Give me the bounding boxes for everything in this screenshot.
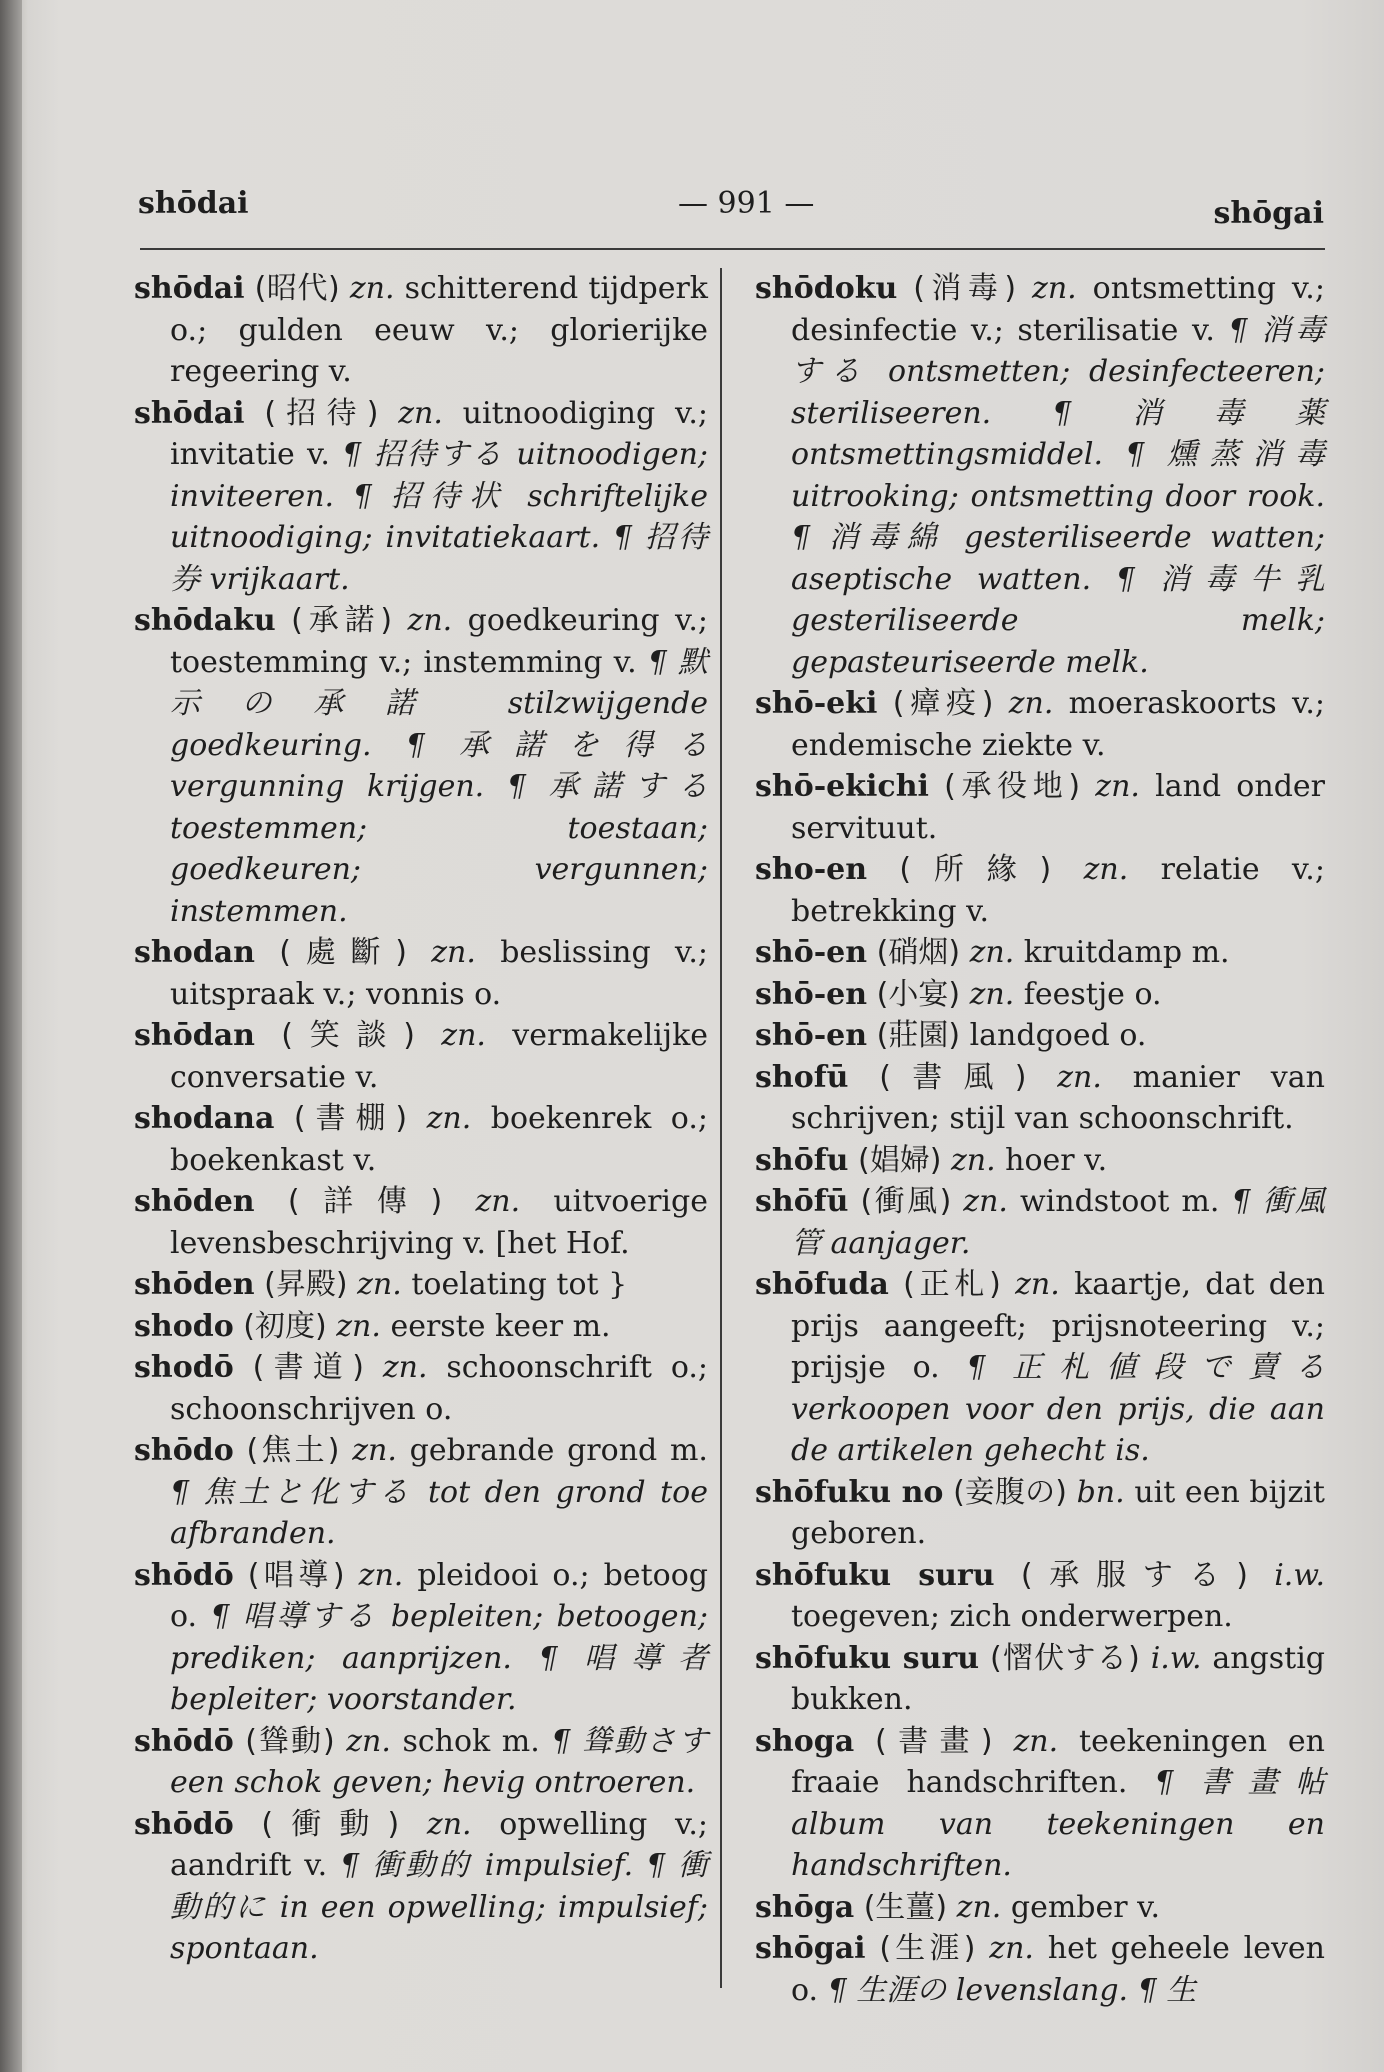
dictionary-entry [755, 1015, 1325, 1057]
entry-headword: shōfu [755, 1142, 849, 1178]
entry-part-of-speech: zn. [426, 1101, 472, 1136]
entry-part-of-speech: zn. [358, 1557, 404, 1593]
entry-headword: shōfuku no [755, 1474, 944, 1510]
entry-headword: shōdō [134, 1723, 234, 1759]
entry-translation: manier van schrijven; stijl van schoonschrift. [791, 1059, 1325, 1136]
entry-headword: shofū [755, 1059, 849, 1095]
entry-part-of-speech: zn. [475, 1184, 521, 1219]
entry-part-of-speech: zn. [431, 935, 476, 970]
entry-translation: gember v. [1010, 1889, 1161, 1925]
entry-headword: shōfū [755, 1184, 849, 1219]
entry-translation: vermakelijke conversatie v. [170, 1018, 708, 1095]
entry-kanji: (娼婦) [857, 1142, 942, 1178]
entry-subentries: ¶ 衝風管 aanjager. [791, 1184, 1325, 1261]
entry-kanji: (小宴) [876, 976, 961, 1012]
entry-part-of-speech: i.w. [1274, 1557, 1325, 1593]
entry-translation: toelating tot } [411, 1267, 628, 1302]
entry-headword: shō-en [755, 935, 868, 970]
entry-part-of-speech: zn. [346, 1723, 391, 1759]
dictionary-entry [134, 1098, 708, 1181]
entry-kanji: (妾腹の) [953, 1474, 1067, 1510]
entry-kanji: (慴伏する) [989, 1640, 1140, 1676]
entry-translation: land onder servituut. [791, 769, 1325, 846]
dictionary-entry [134, 1347, 708, 1430]
entry-subentries: ¶ 默示の承諾 stilzwijgende goedkeuring. ¶ 承諾を得る vergunning krijgen. ¶ 承諾する toestemmen; toestaan; goedkeuren; vergunnen; instemmen. [170, 644, 709, 929]
entry-subentries: ¶ 唱導する bepleiten; betoogen; prediken; aanprijzen. ¶ 唱導者 bepleiter; voorstander. [170, 1599, 708, 1717]
entry-kanji: (所緣) [899, 852, 1052, 887]
entry-headword: shō-en [755, 1018, 868, 1053]
dictionary-entry [755, 683, 1325, 766]
entry-translation: schitterend tijdperk o.; gulden eeuw v.; glorierijke regeering v. [170, 271, 708, 389]
entry-kanji: (瘴疫) [892, 686, 994, 721]
entry-part-of-speech: zn. [352, 1433, 397, 1468]
entry-part-of-speech: bn. [1076, 1474, 1125, 1510]
entry-kanji: (承服する) [1020, 1557, 1248, 1593]
dictionary-entry [755, 849, 1325, 932]
left-column [134, 268, 708, 1970]
entry-kanji: (生薑) [863, 1889, 948, 1925]
dictionary-entry [134, 268, 708, 393]
entry-translation: beslissing v.; uitspraak v.; vonnis o. [170, 935, 708, 1012]
dictionary-entry [755, 1264, 1325, 1472]
entry-subentries: ¶ 生涯の levenslang. ¶ 生 [827, 1972, 1197, 2008]
dictionary-entry [134, 1306, 708, 1348]
dictionary-entry [755, 932, 1325, 974]
entry-translation: moeraskoorts v.; endemische ziekte v. [791, 686, 1325, 763]
entry-translation: landgoed o. [969, 1018, 1147, 1053]
entry-headword: shōdai [134, 395, 245, 431]
entry-headword: shōgai [755, 1931, 866, 1966]
entry-translation: windstoot m. [1019, 1184, 1220, 1219]
entry-headword: shōdō [134, 1557, 234, 1593]
entry-part-of-speech: i.w. [1150, 1640, 1202, 1676]
entry-translation: angstig bukken. [791, 1640, 1325, 1717]
entry-subentries: ¶ 書畫帖 album van teekeningen en handschriften. [791, 1765, 1325, 1883]
entry-translation: schok m. [402, 1723, 540, 1759]
entry-translation: relatie v.; betrekking v. [791, 852, 1325, 929]
entry-kanji: (正札) [903, 1267, 1001, 1302]
entry-kanji: (承諾) [291, 603, 393, 638]
entry-kanji: (初度) [243, 1308, 327, 1344]
entry-headword: shodana [134, 1101, 275, 1136]
entry-part-of-speech: zn. [426, 1806, 472, 1842]
entry-headword: shōden [134, 1267, 255, 1302]
entry-part-of-speech: zn. [1095, 769, 1140, 804]
dictionary-entry [134, 1015, 708, 1098]
entry-kanji: (招待) [264, 395, 379, 431]
dictionary-entry [134, 1430, 708, 1555]
entry-part-of-speech: zn. [441, 1018, 486, 1053]
dictionary-entry [755, 1140, 1325, 1182]
entry-kanji: (書風) [879, 1059, 1027, 1095]
entry-part-of-speech: zn. [398, 395, 443, 431]
header-rule [140, 248, 1325, 250]
entry-subentries: ¶ 正札値段で賣る verkoopen voor den prijs, die aan de artikelen gehecht is. [791, 1350, 1325, 1468]
entry-headword: shōga [755, 1889, 855, 1925]
dictionary-entry [755, 1887, 1325, 1929]
entry-part-of-speech: zn. [969, 935, 1015, 970]
entry-translation: hoer v. [1005, 1142, 1108, 1178]
entry-translation: gebrande grond m. [409, 1433, 708, 1468]
entry-translation: boekenrek o.; boekenkast v. [170, 1101, 708, 1178]
entry-part-of-speech: zn. [357, 1267, 402, 1302]
column-divider [720, 268, 722, 1988]
entry-kanji: (生涯) [879, 1931, 976, 1966]
entry-part-of-speech: zn. [1057, 1059, 1102, 1095]
dictionary-entry [755, 268, 1325, 683]
entry-translation: teekeningen en fraaie handschriften. [791, 1723, 1325, 1800]
entry-part-of-speech: zn. [336, 1308, 381, 1344]
entry-translation: schoonschrift o.; schoonschrijven o. [170, 1350, 709, 1427]
dictionary-entry [134, 1181, 708, 1264]
entry-part-of-speech: zn. [1008, 686, 1054, 721]
entry-translation: goedkeuring v.; toestemming v.; instemming v. [170, 603, 708, 680]
entry-subentries: ¶ 衝動的 impulsief. ¶ 衝動的に in een opwelling; impulsief; spontaan. [170, 1848, 709, 1966]
entry-headword: shōden [134, 1184, 255, 1219]
entry-headword: shōdō [134, 1806, 234, 1842]
entry-translation: opwelling v.; aandrift v. [170, 1806, 708, 1883]
dictionary-entry [755, 974, 1325, 1016]
entry-subentries: ¶ 聳動さす een schok geven; hevig ontroeren. [170, 1723, 708, 1800]
entry-part-of-speech: zn. [950, 1142, 996, 1178]
entry-part-of-speech: zn. [407, 603, 453, 638]
entry-kanji: (衝風) [860, 1184, 952, 1219]
entry-kanji: (焦土) [246, 1433, 340, 1468]
dictionary-entry [134, 1721, 708, 1804]
entry-subentries: ¶ 消毒する ontsmetten; desinfecteeren; steriliseeren. ¶ 消毒薬 ontsmettingsmiddel. ¶ 燻蒸消毒 uitrooking; ontsmetting door rook. ¶ 消毒綿 gesteriliseerde watten; aseptische watten. ¶ 消毒牛乳 gesteriliseerde melk; gepasteuriseerde melk. [791, 312, 1325, 680]
entry-part-of-speech: zn. [989, 1931, 1034, 1966]
entry-headword: shōdo [134, 1433, 234, 1468]
dictionary-entry [134, 932, 708, 1015]
dictionary-entry [755, 1472, 1325, 1555]
entry-headword: shōdai [134, 271, 245, 306]
dictionary-entry [755, 1057, 1325, 1140]
entry-kanji: (昇殿) [264, 1267, 348, 1302]
entry-kanji: (衝動) [261, 1806, 400, 1842]
entry-headword: shodo [134, 1308, 234, 1344]
entry-headword: shodō [134, 1350, 234, 1385]
dictionary-entry [134, 393, 708, 601]
entry-translation: toegeven; zich onderwerpen. [791, 1599, 1233, 1634]
dictionary-entry [755, 1638, 1325, 1721]
entry-kanji: (莊園) [876, 1018, 961, 1053]
entry-translation: pleidooi o.; betoog o. [170, 1557, 708, 1634]
book-binding-shadow [0, 0, 22, 2072]
entry-translation: kaartje, dat den prijs aangeeft; prijsnoteering v.; prijsje o. [791, 1267, 1325, 1385]
entry-kanji: (處斷) [279, 935, 407, 970]
entry-kanji: (唱導) [247, 1557, 345, 1593]
entry-translation: uitvoerige levensbeschrijving v. [het Hof. [170, 1184, 708, 1261]
dictionary-entry [755, 1721, 1325, 1887]
entry-kanji: (消毒) [913, 271, 1017, 306]
entry-headword: shōdoku [755, 271, 898, 306]
entry-part-of-speech: zn. [1013, 1723, 1059, 1759]
dictionary-entry [755, 1181, 1325, 1264]
entry-kanji: (笑談) [281, 1018, 415, 1053]
entry-headword: sho-en [755, 852, 868, 887]
entry-part-of-speech: zn. [963, 1184, 1008, 1219]
dictionary-entry [134, 1264, 708, 1306]
entry-part-of-speech: zn. [349, 271, 395, 306]
running-head [138, 182, 1324, 242]
entry-kanji: (書棚) [293, 1101, 408, 1136]
entry-headword: shōfuku suru [755, 1557, 995, 1593]
entry-kanji: (詳傳) [287, 1184, 443, 1219]
entry-part-of-speech: zn. [1083, 852, 1129, 887]
entry-part-of-speech: zn. [1015, 1267, 1060, 1302]
page-number: — 991 — [678, 186, 815, 221]
entry-part-of-speech: zn. [1032, 271, 1077, 306]
entry-headword: shō-en [755, 976, 868, 1012]
entry-headword: shoga [755, 1723, 855, 1759]
entry-part-of-speech: zn. [969, 976, 1015, 1012]
dictionary-entry [134, 1555, 708, 1721]
right-column [755, 268, 1325, 2011]
entry-headword: shōfuku suru [755, 1640, 980, 1676]
entry-kanji: (書道) [252, 1350, 364, 1385]
entry-subentries: ¶ 焦土と化する tot den grond toe afbranden. [170, 1474, 708, 1551]
dictionary-entry [755, 1928, 1325, 2011]
dictionary-entry [134, 600, 708, 932]
entry-subentries: ¶ 招待する uitnoodigen; inviteeren. ¶ 招待状 schriftelijke uitnoodiging; invitatiekaart. ¶ 招待券 vrijkaart. [170, 437, 708, 597]
entry-translation: eerste keer m. [390, 1308, 611, 1344]
entry-part-of-speech: zn. [956, 1889, 1002, 1925]
guide-word-left: shōdai [138, 186, 249, 221]
entry-kanji: (承役地) [944, 769, 1081, 804]
entry-headword: shō-eki [755, 686, 878, 721]
entry-translation: uit een bijzit geboren. [791, 1474, 1325, 1551]
entry-headword: shōdan [134, 1018, 255, 1053]
entry-kanji: (書畫) [875, 1723, 993, 1759]
entry-part-of-speech: zn. [382, 1350, 428, 1385]
guide-word-right: shōgai [1213, 196, 1324, 231]
entry-kanji: (聳動) [245, 1723, 335, 1759]
entry-headword: shōfuda [755, 1267, 889, 1302]
entry-kanji: (昭代) [254, 271, 340, 306]
entry-kanji: (硝烟) [876, 935, 961, 970]
entry-translation: het geheele leven o. [791, 1931, 1325, 2008]
entry-translation: uitnoodiging v.; invitatie v. [170, 395, 708, 472]
entry-translation: ontsmetting v.; desinfectie v.; sterilisatie v. [791, 271, 1325, 348]
entry-headword: shōdaku [134, 603, 276, 638]
dictionary-entry [755, 766, 1325, 849]
entry-translation: feestje o. [1023, 976, 1162, 1012]
dictionary-entry [755, 1555, 1325, 1638]
entry-translation: kruitdamp m. [1023, 935, 1230, 970]
entry-headword: shō-ekichi [755, 769, 929, 804]
entry-headword: shodan [134, 935, 255, 970]
dictionary-entry [134, 1804, 708, 1970]
